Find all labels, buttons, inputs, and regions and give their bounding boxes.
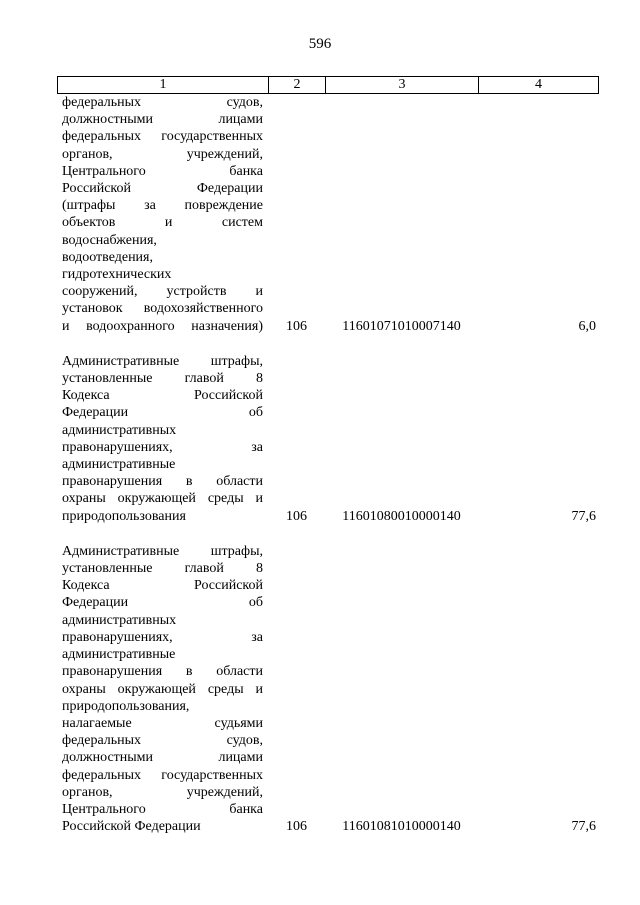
description-line: сооружений, устройств и (62, 284, 263, 300)
description-line: установок водохозяйственного (62, 301, 263, 317)
description-cell (57, 543, 268, 835)
description-line: Кодекса Российской (62, 388, 263, 404)
code-cell: 106 (286, 508, 307, 524)
table-row (57, 543, 598, 835)
description-line: (штрафы за повреждение (62, 198, 263, 214)
description-line: должностными лицами (62, 750, 263, 766)
description-line: водоснабжения, (62, 232, 157, 248)
code-cell: 106 (286, 318, 307, 334)
description-line: федеральных государственных (62, 767, 263, 783)
table-row (57, 94, 598, 335)
description-line: Федерации об (62, 405, 263, 421)
description-line: органов, учреждений, (62, 146, 263, 162)
description-line: охраны окружающей среды и (62, 681, 263, 697)
row-spacer (57, 525, 598, 543)
description-line: Центрального банка (62, 801, 263, 817)
page-number: 596 (308, 36, 332, 52)
table-row (57, 353, 598, 525)
description-line: природопользования (62, 508, 186, 524)
table-body (57, 94, 598, 835)
description-line: установленные главой 8 (62, 561, 263, 577)
description-line: Российской Федерации (62, 819, 201, 835)
description-line: гидротехнических (62, 267, 172, 283)
description-line: Административные штрафы, (62, 543, 263, 559)
kbk-cell: 11601080010000140 (342, 508, 461, 524)
description-cell (57, 353, 268, 525)
description-line: Административные штрафы, (62, 353, 263, 369)
code-cell: 106 (286, 819, 307, 835)
description-line: Российской Федерации (62, 181, 263, 197)
description-line: административных (62, 422, 177, 438)
row-spacer (57, 335, 598, 353)
description-line: правонарушения в области (62, 664, 263, 680)
description-line: административные (62, 457, 176, 473)
amount-cell: 77,6 (571, 508, 596, 524)
column-header-2: 2 (269, 77, 326, 94)
table-header (57, 76, 599, 94)
column-header-4: 4 (479, 77, 599, 94)
description-line: правонарушения в области (62, 474, 263, 490)
description-line: налагаемые судьями (62, 715, 263, 731)
description-line: органов, учреждений, (62, 784, 263, 800)
description-line: охраны окружающей среды и (62, 491, 263, 507)
description-line: Кодекса Российской (62, 578, 263, 594)
description-line: водоотведения, (62, 249, 153, 265)
description-line: административные (62, 647, 176, 663)
description-line: правонарушениях, за (62, 629, 263, 645)
description-line: федеральных судов, (62, 733, 263, 749)
kbk-cell: 11601081010000140 (342, 819, 461, 835)
amount-cell: 77,6 (571, 819, 596, 835)
description-line: объектов и систем (62, 215, 263, 231)
description-line: Центрального банка (62, 163, 263, 179)
description-line: федеральных государственных (62, 129, 263, 145)
description-line: природопользования, (62, 698, 190, 714)
description-line: правонарушениях, за (62, 439, 263, 455)
description-line: федеральных судов, (62, 95, 263, 110)
description-line: установленные главой 8 (62, 371, 263, 387)
description-line: должностными лицами (62, 112, 263, 128)
description-line: Федерации об (62, 595, 263, 611)
description-line: административных (62, 612, 177, 628)
description-cell (57, 94, 268, 335)
column-header-3: 3 (326, 77, 479, 94)
amount-cell: 6,0 (578, 318, 596, 334)
column-header-1: 1 (58, 77, 269, 94)
kbk-cell: 11601071010007140 (342, 318, 461, 334)
description-line: и водоохранного назначения) (62, 318, 263, 334)
header-row (58, 77, 599, 94)
